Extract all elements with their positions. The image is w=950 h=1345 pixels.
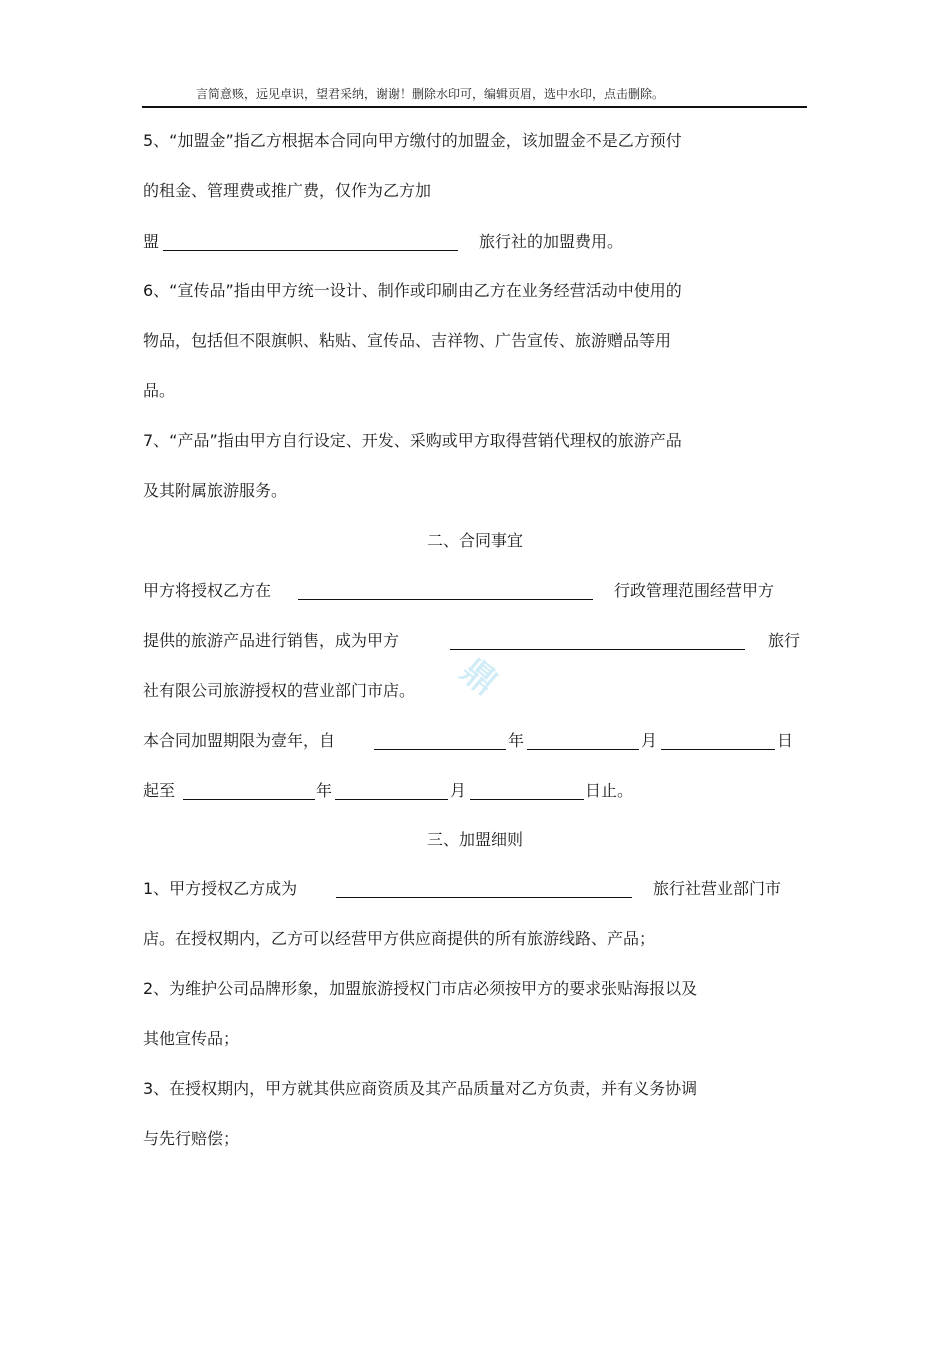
blank-field-agency-department[interactable] bbox=[336, 897, 632, 898]
end-year-label: 年 bbox=[316, 781, 333, 800]
section-2-p2-line-2-prefix: 起至 bbox=[143, 781, 176, 800]
clause-5-line-1: 5、“加盟金”指乙方根据本合同向甲方缴付的加盟金，该加盟金不是乙方预付 bbox=[143, 131, 682, 150]
clause-5-line-2: 的租金、管理费或推广费，仅作为乙方加 bbox=[143, 181, 432, 200]
end-day-label: 日止。 bbox=[585, 781, 634, 800]
clause-5-line-3-prefix: 盟 bbox=[143, 232, 160, 251]
clause-5-line-3-suffix: 旅行社的加盟费用。 bbox=[479, 232, 624, 251]
section-3-item-1-line-1-suffix: 旅行社营业部门市 bbox=[653, 879, 782, 898]
header-divider bbox=[142, 106, 807, 108]
header-note: 言简意赅，远见卓识，望君采纳，谢谢！删除水印可，编辑页眉，选中水印，点击删除。 bbox=[196, 87, 665, 101]
blank-field-start-month[interactable] bbox=[527, 749, 639, 750]
start-year-label: 年 bbox=[508, 731, 525, 750]
blank-field-region[interactable] bbox=[298, 599, 593, 600]
section-3-item-2-line-1: 2、为维护公司品牌形象，加盟旅游授权门市店必须按甲方的要求张贴海报以及 bbox=[143, 979, 698, 998]
watermark-logo[interactable]: 鼎 bbox=[453, 650, 505, 704]
blank-field-start-day[interactable] bbox=[661, 749, 775, 750]
section-2-p1-line-2-prefix: 提供的旅游产品进行销售，成为甲方 bbox=[143, 631, 400, 650]
blank-field-end-day[interactable] bbox=[470, 799, 584, 800]
section-3-item-1-line-1-prefix: 1、甲方授权乙方成为 bbox=[143, 879, 298, 898]
blank-field-agency-name[interactable] bbox=[163, 250, 458, 251]
start-day-label: 日 bbox=[777, 731, 794, 750]
section-3-title: 三、加盟细则 bbox=[426, 830, 523, 849]
clause-6-line-1: 6、“宣传品”指由甲方统一设计、制作或印刷由乙方在业务经营活动中使用的 bbox=[143, 281, 682, 300]
section-2-p1-line-2-suffix: 旅行 bbox=[768, 631, 801, 650]
section-2-title: 二、合同事宜 bbox=[426, 531, 523, 550]
clause-7-line-1: 7、“产品”指由甲方自行设定、开发、采购或甲方取得营销代理权的旅游产品 bbox=[143, 431, 682, 450]
start-month-label: 月 bbox=[641, 731, 658, 750]
section-2-p1-line-3: 社有限公司旅游授权的营业部门市店。 bbox=[143, 681, 416, 700]
section-3-item-3-line-1: 3、在授权期内，甲方就其供应商资质及其产品质量对乙方负责，并有义务协调 bbox=[143, 1079, 698, 1098]
section-2-p1-line-1-prefix: 甲方将授权乙方在 bbox=[143, 581, 272, 600]
section-2-p1-line-1-suffix: 行政管理范围经营甲方 bbox=[614, 581, 775, 600]
end-month-label: 月 bbox=[450, 781, 467, 800]
section-3-item-1-line-2: 店。在授权期内，乙方可以经营甲方供应商提供的所有旅游线路、产品； bbox=[143, 929, 656, 948]
clause-6-line-2: 物品，包括但不限旗帜、粘贴、宣传品、吉祥物、广告宣传、旅游赠品等用 bbox=[143, 331, 672, 350]
clause-6-line-3: 品。 bbox=[143, 381, 176, 400]
blank-field-end-month[interactable] bbox=[335, 799, 448, 800]
section-3-item-3-line-2: 与先行赔偿； bbox=[143, 1129, 240, 1148]
blank-field-end-year[interactable] bbox=[183, 799, 315, 800]
section-2-p2-line-1-prefix: 本合同加盟期限为壹年，自 bbox=[143, 731, 336, 750]
section-3-item-2-line-2: 其他宣传品； bbox=[143, 1029, 240, 1048]
blank-field-start-year[interactable] bbox=[374, 749, 506, 750]
clause-7-line-2: 及其附属旅游服务。 bbox=[143, 481, 288, 500]
